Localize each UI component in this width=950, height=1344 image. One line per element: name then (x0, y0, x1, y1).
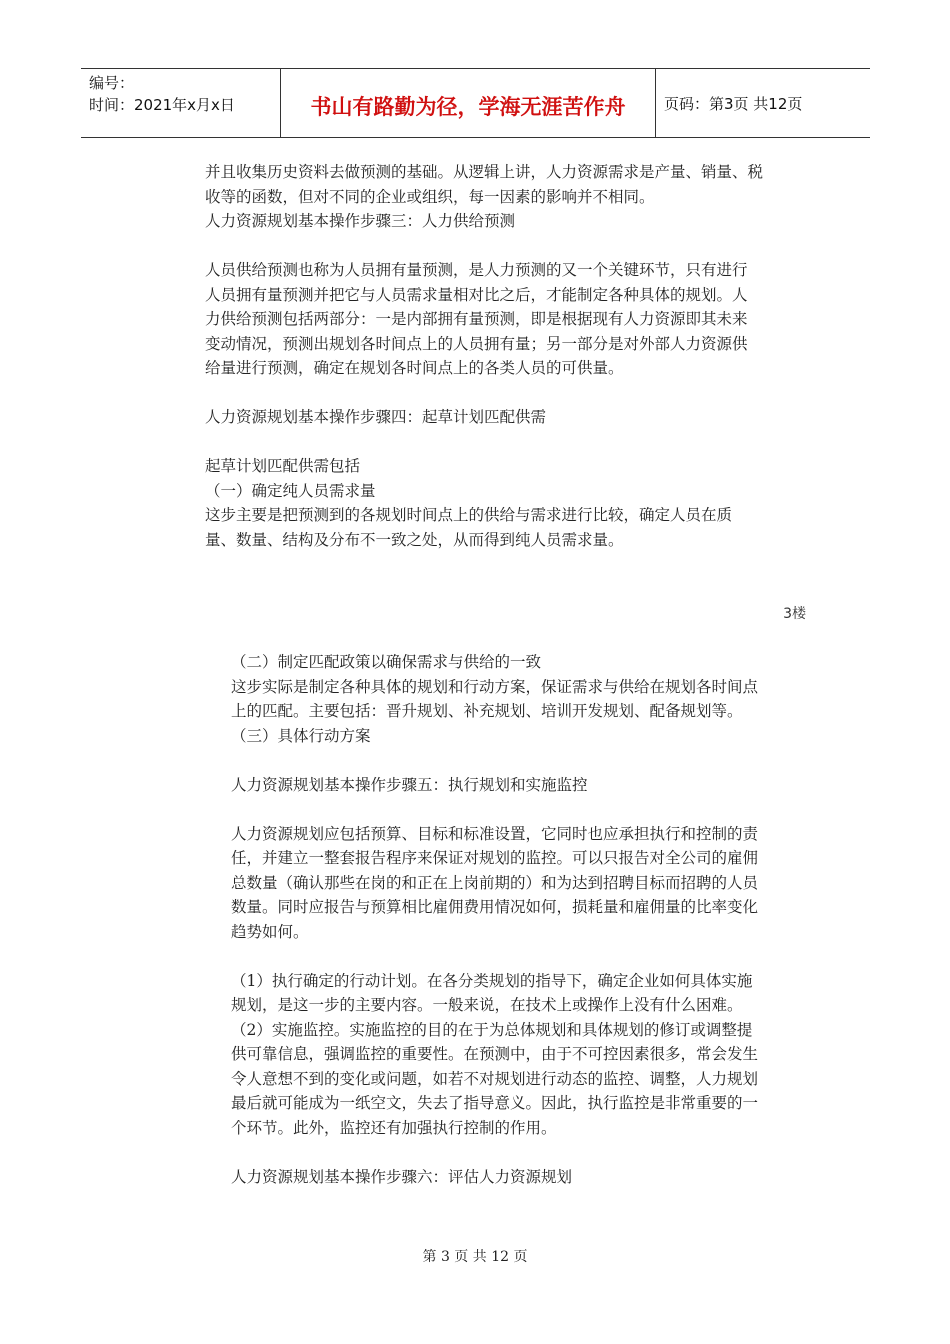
paragraph-line: 人力资源规划基本操作步骤五：执行规划和实施监控 (231, 775, 588, 794)
blank-line (231, 944, 831, 969)
blank-line (231, 797, 831, 822)
paragraph-line: 最后就可能成为一纸空文，失去了指导意义。因此，执行监控是非常重要的一 (231, 1094, 759, 1112)
blank-line (205, 381, 820, 406)
blank-line (231, 1140, 831, 1165)
paragraph-line: （三）具体行动方案 (231, 726, 371, 745)
paragraph-line: 这步实际是制定各种具体的规划和行动方案，保证需求与供给在规划各时间点 (231, 677, 759, 696)
date-line: 时间：2021年x月x日 (89, 96, 235, 114)
header-meta (81, 69, 281, 137)
paragraph-line: （二）制定匹配政策以确保需求与供给的一致 (231, 653, 542, 671)
body-section-1 (205, 160, 820, 552)
page-footer: 第 3 页 共 12 页 (422, 1249, 528, 1265)
page-header (81, 68, 870, 138)
body-section-2 (231, 650, 831, 1189)
header-page-info: 页码：第3页 共12页 (664, 94, 803, 113)
paragraph-line: 供可靠信息，强调监控的重要性。在预测中，由于不可控因素很多，常会发生 (231, 1045, 759, 1063)
paragraph-line: 数量。同时应报告与预算相比雇佣费用情况如何，损耗量和雇佣量的比率变化 (231, 898, 759, 916)
floor-label: 3楼 (783, 606, 806, 622)
paragraph-line: 人员拥有量预测并把它与人员需求量相对比之后，才能制定各种具体的规划。人 (205, 285, 748, 304)
paragraph-line: 这步主要是把预测到的各规划时间点上的供给与需求进行比较，确定人员在质 (205, 506, 733, 524)
serial-label: 编号： (89, 74, 135, 92)
paragraph-line: 人力资源规划应包括预算、目标和标准设置，它同时也应承担执行和控制的责 (231, 824, 759, 843)
paragraph-line: （一）确定纯人员需求量 (205, 481, 376, 500)
paragraph-line: 趋势如何。 (231, 922, 309, 941)
blank-line (205, 234, 820, 259)
paragraph-line: 个环节。此外，监控还有加强执行控制的作用。 (231, 1118, 557, 1137)
paragraph-line: （1）执行确定的行动计划。在各分类规划的指导下，确定企业如何具体实施 (231, 971, 753, 990)
paragraph-line: 给量进行预测，确定在规划各时间点上的各类人员的可供量。 (205, 359, 624, 377)
paragraph-line: 人力资源规划基本操作步骤四：起草计划匹配供需 (205, 408, 547, 426)
paragraph-line: 上的匹配。主要包括：晋升规划、补充规划、培训开发规划、配备规划等。 (231, 702, 743, 720)
paragraph-line: 力供给预测包括两部分：一是内部拥有量预测，即是根据现有人力资源即其未来 (205, 310, 748, 328)
paragraph-line: 变动情况，预测出规划各时间点上的人员拥有量；另一部分是对外部人力资源供 (205, 334, 748, 353)
paragraph-line: （2）实施监控。实施监控的目的在于为总体规划和具体规划的修订或调整提 (231, 1020, 753, 1039)
paragraph-line: 并且收集历史资料去做预测的基础。从逻辑上讲，人力资源需求是产量、销量、税 (205, 163, 764, 181)
paragraph-line: 规划，是这一步的主要内容。一般来说，在技术上或操作上没有什么困难。 (231, 996, 743, 1014)
paragraph-line: 收等的函数，但对不同的企业或组织，每一因素的影响并不相同。 (205, 187, 655, 206)
paragraph-line: 总数量（确认那些在岗的和正在上岗前期的）和为达到招聘目标而招聘的人员 (231, 873, 759, 892)
header-motto: 书山有路勤为径，学海无涯苦作舟 (281, 69, 656, 137)
paragraph-line: 任，并建立一整套报告程序来保证对规划的监控。可以只报告对全公司的雇佣 (231, 849, 759, 867)
paragraph-line: 量、数量、结构及分布不一致之处，从而得到纯人员需求量。 (205, 530, 624, 549)
paragraph-line: 起草计划匹配供需包括 (205, 457, 361, 475)
paragraph-line: 人力资源规划基本操作步骤六：评估人力资源规划 (231, 1167, 573, 1186)
paragraph-line: 人力资源规划基本操作步骤三：人力供给预测 (205, 212, 516, 230)
blank-line (205, 430, 820, 455)
blank-line (231, 748, 831, 773)
paragraph-line: 令人意想不到的变化或问题，如若不对规划进行动态的监控、调整，人力规划 (231, 1069, 759, 1088)
paragraph-line: 人员供给预测也称为人员拥有量预测，是人力预测的又一个关键环节，只有进行 (205, 261, 748, 279)
